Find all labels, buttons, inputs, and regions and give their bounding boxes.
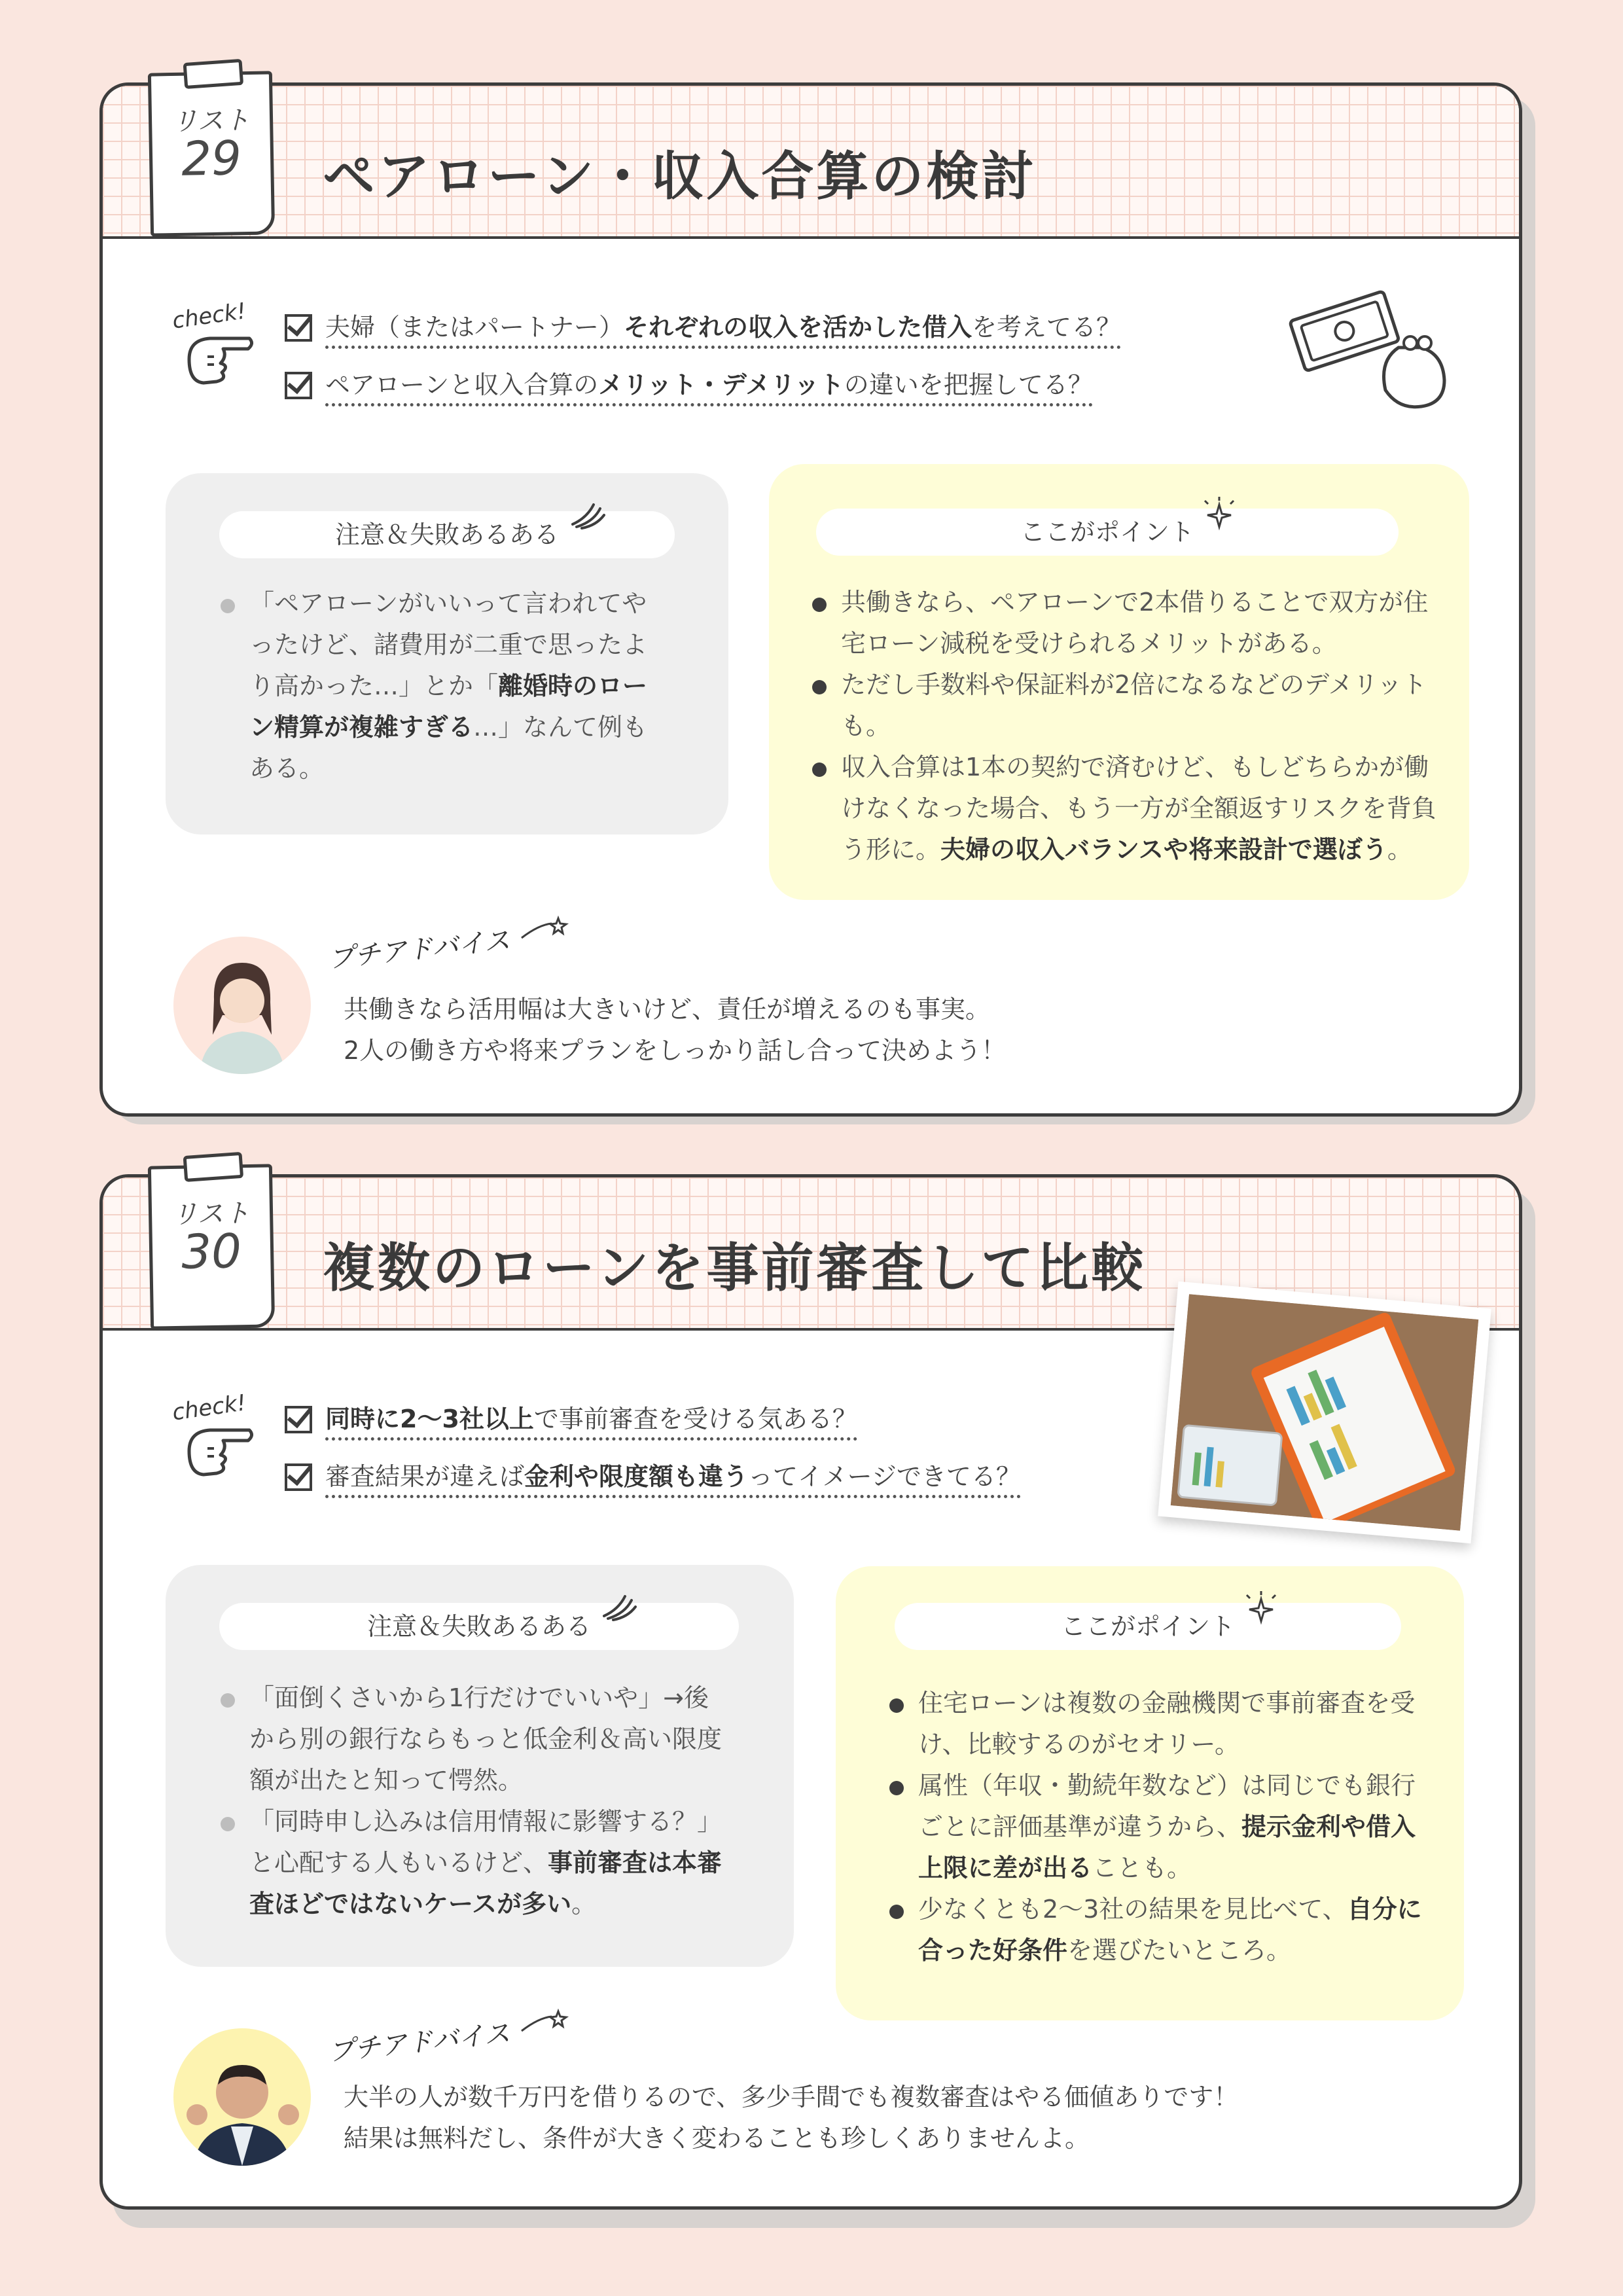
tape <box>183 59 244 89</box>
list-item: 少なくとも2〜3社の結果を見比べて、自分に合った好条件を選びたいところ。 <box>885 1889 1429 1971</box>
advice-text: 共働きなら活用幅は大きいけど、責任が増えるのも事実。 2人の働き方や将来プランをしっかり話し合って決めよう！ <box>344 995 1007 1065</box>
list-number-tag: リスト 29 <box>148 71 275 236</box>
swirl-icon <box>599 1590 638 1623</box>
list-item: 属性（年収・勤続年数など）は同じでも銀行ごとに評価基準が違うから、提示金利や借入上限に差が出ることも。 <box>885 1765 1429 1889</box>
section-title: 複数のローンを事前審査して比較 <box>323 1237 1147 1299</box>
list-item: 収入合算は1本の契約で済むけど、もしどちらかが働けなくなった場合、もう一方が全額返すリスクを背負う形に。夫婦の収入バランスや将来設計で選ぼう。 <box>808 747 1436 870</box>
section-29-card <box>99 82 1522 1117</box>
list-item: 「同時申し込みは信用情報に影響する？」と心配する人もいるけど、事前審査は本審査ほどではないケースが多い。 <box>217 1801 727 1925</box>
caution-list <box>217 1677 727 1925</box>
money-purse-icon <box>1281 276 1464 420</box>
sparkle-icon <box>1200 495 1239 535</box>
advice-text: 大半の人が数千万円を借りるので、多少手間でも複数審査はやる価値ありです！ 結果は無料だし、条件が大きく変わることも珍しくありませんよ。 <box>344 2083 1239 2153</box>
checkbox[interactable] <box>285 1463 312 1491</box>
checkbox[interactable] <box>285 372 312 399</box>
list-item: 共働きなら、ペアローンで2本借りることで双方が住宅ローン減税を受けられるメリットがある。 <box>808 582 1436 664</box>
point-heading: ここがポイント <box>895 1603 1401 1650</box>
list-item: 「面倒くさいから1行だけでいいや」→後から別の銀行ならもっと低金利＆高い限度額が出たと知って愕然。 <box>217 1677 727 1801</box>
sparkle-icon <box>1241 1590 1281 1629</box>
tape <box>183 1152 244 1182</box>
swirl-icon <box>567 498 607 531</box>
chart-photo <box>1158 1282 1491 1543</box>
pointing-hand-icon <box>184 1418 256 1484</box>
point-list <box>808 582 1436 870</box>
checklist-item: 同時に2〜3社以上で事前審査を受ける気ある？ <box>285 1399 857 1441</box>
list-item: 住宅ローンは複数の金融機関で事前審査を受け、比較するのがセオリー。 <box>885 1683 1429 1765</box>
point-list <box>885 1683 1429 1971</box>
caution-list <box>217 583 649 789</box>
check-label: check! <box>170 1390 248 1426</box>
checkbox[interactable] <box>285 1406 312 1433</box>
advisor-avatar <box>173 937 311 1074</box>
point-heading: ここがポイント <box>816 509 1399 556</box>
shooting-star-icon <box>519 2005 571 2037</box>
checklist-item: 夫婦（またはパートナー）それぞれの収入を活かした借入を考えてる？ <box>285 307 1121 349</box>
checkbox[interactable] <box>285 314 312 342</box>
check-label: check! <box>170 298 248 334</box>
section-title: ペアローン・収入合算の検討 <box>323 145 1037 207</box>
checklist-item: 審査結果が違えば金利や限度額も違うってイメージできてる？ <box>285 1456 1021 1498</box>
pointing-hand-icon <box>184 327 256 392</box>
shooting-star-icon <box>519 912 571 944</box>
caution-heading: 注意＆失敗あるある <box>219 1603 739 1650</box>
list-item: 「ペアローンがいいって言われてやったけど、諸費用が二重で思ったより高かった…」とか「離婚時のローン精算が複雑すぎる…」なんて例もある。 <box>217 583 649 789</box>
caution-heading: 注意＆失敗あるある <box>219 511 675 558</box>
advice-label: プチアドバイス <box>327 925 512 975</box>
checklist-item: ペアローンと収入合算のメリット・デメリットの違いを把握してる？ <box>285 365 1093 406</box>
list-number-tag: リスト 30 <box>148 1164 275 1329</box>
advice-label: プチアドバイス <box>327 2018 512 2068</box>
advisor-avatar <box>173 2028 311 2166</box>
list-item: ただし手数料や保証料が2倍になるなどのデメリットも。 <box>808 664 1436 747</box>
